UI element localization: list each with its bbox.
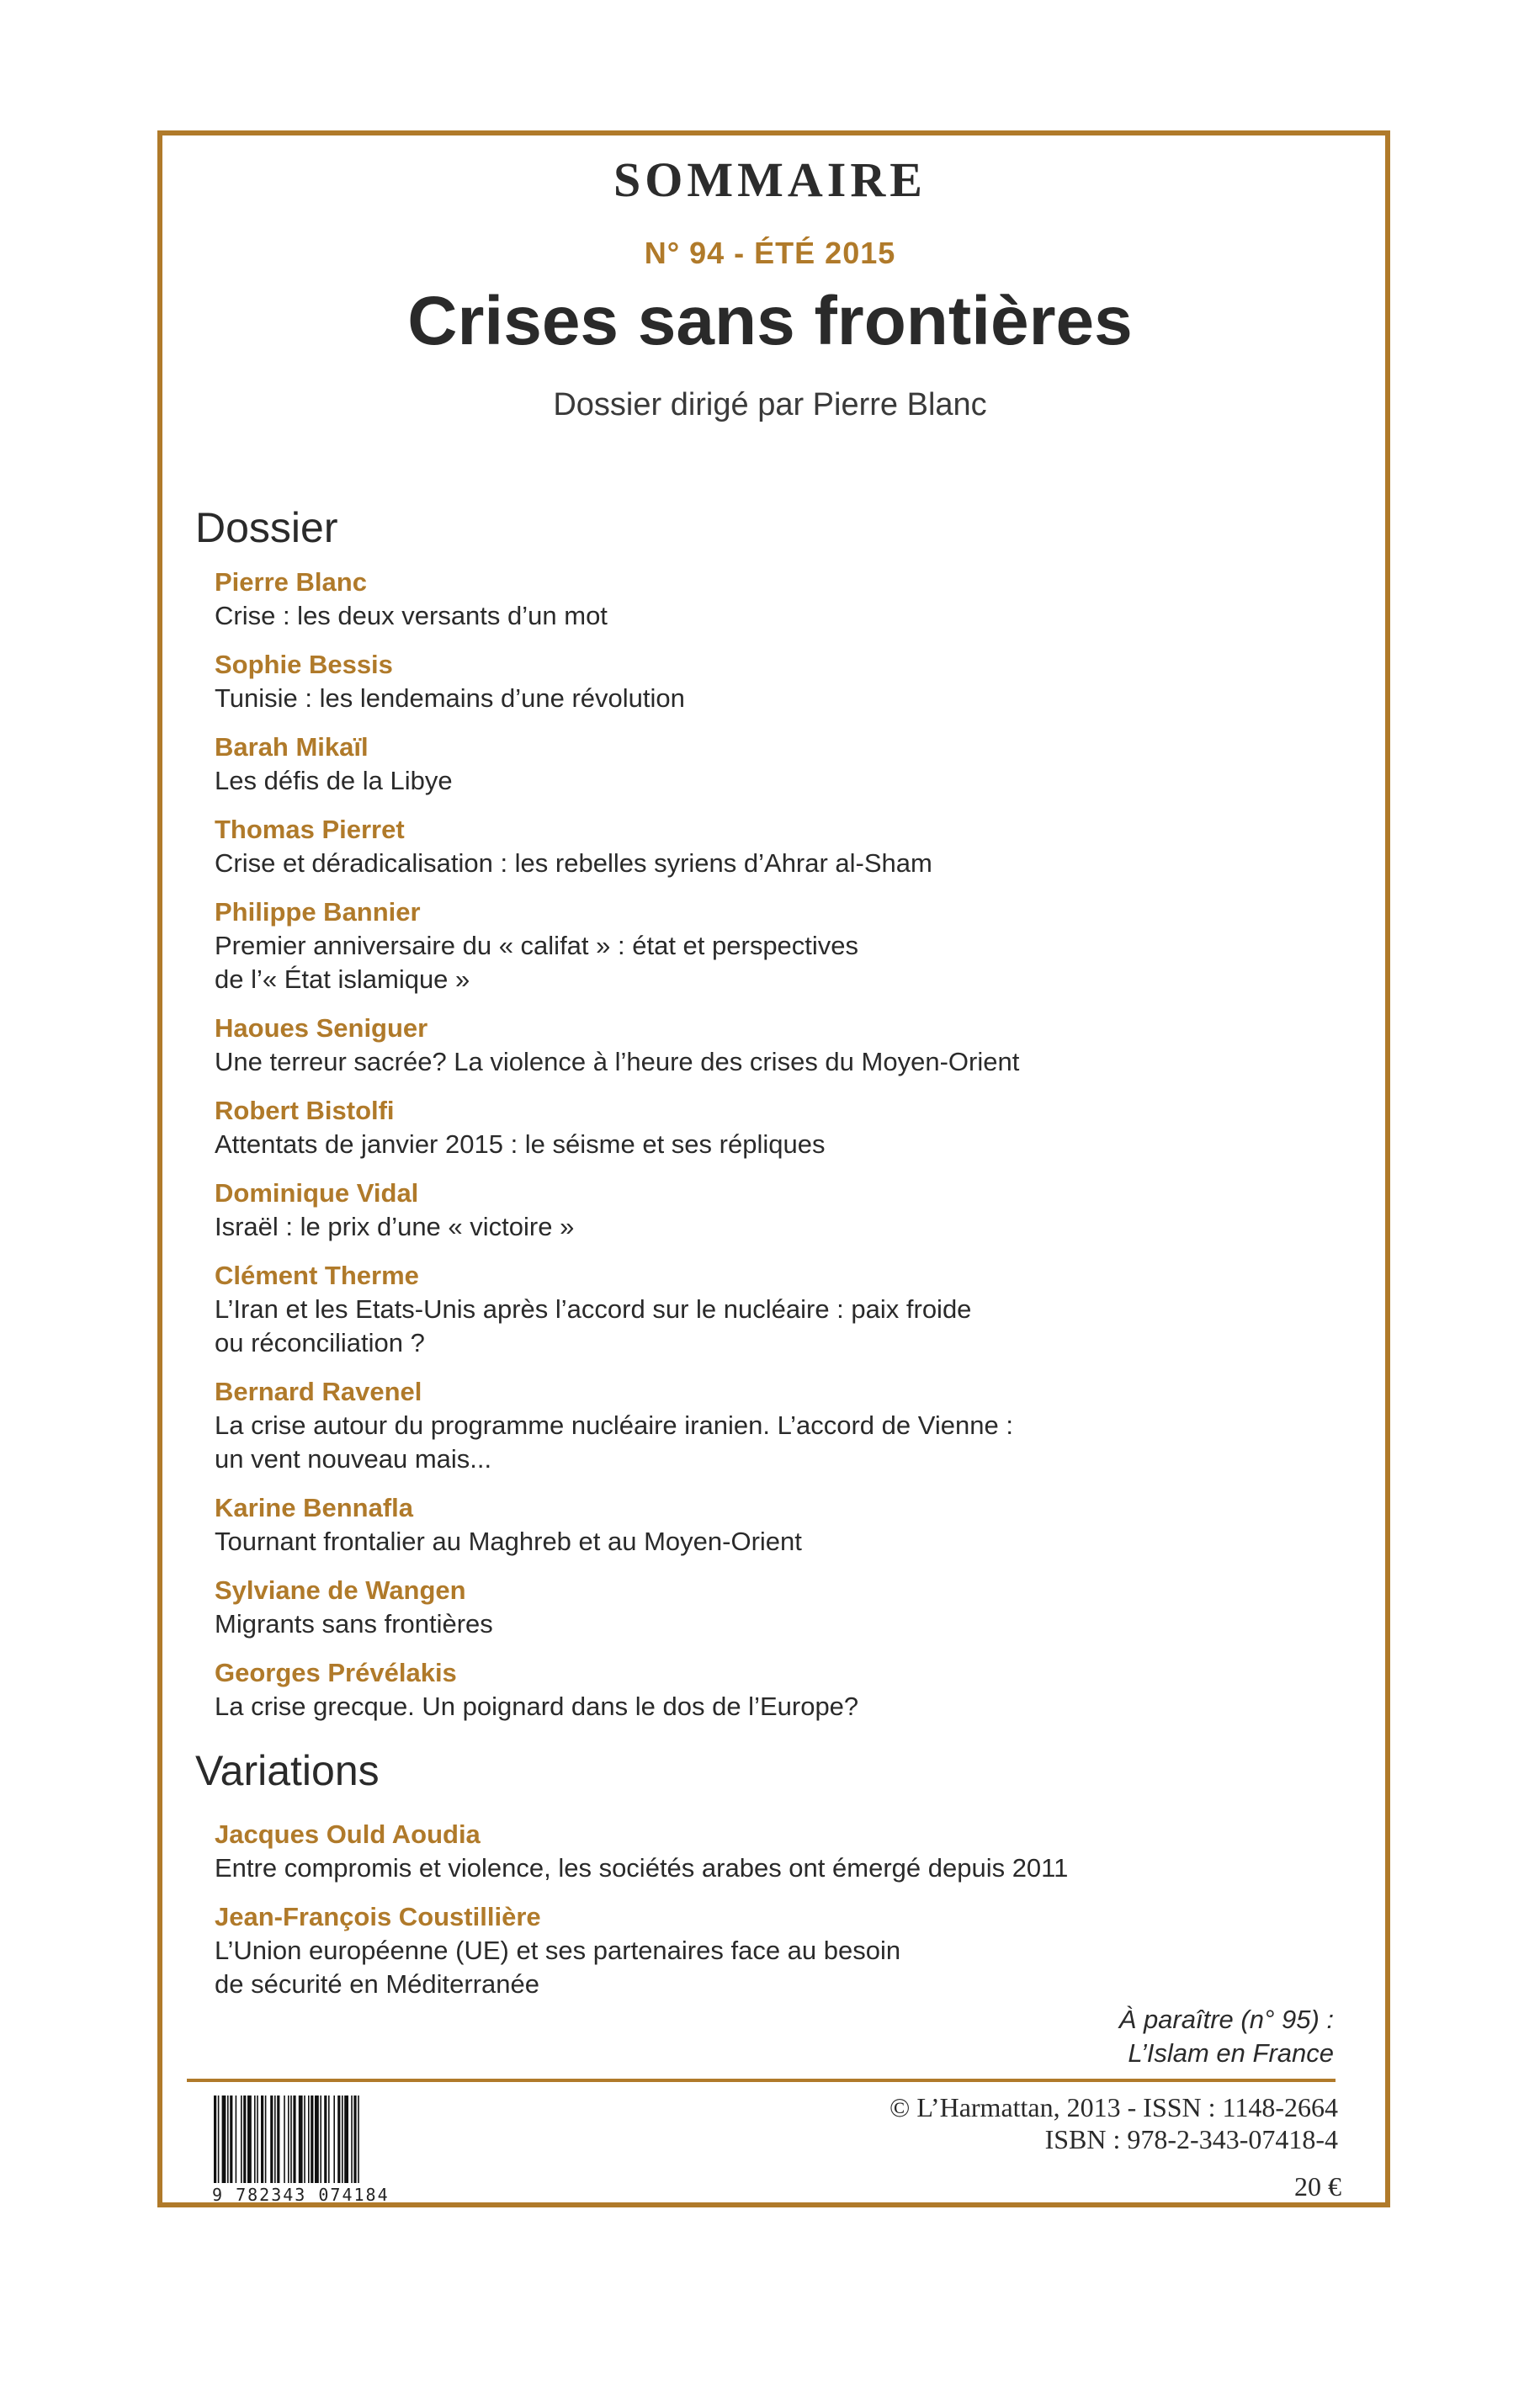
price: 20 € <box>1294 2171 1341 2202</box>
toc-article-title: Entre compromis et violence, les sociétés arabes ont émergé depuis 2011 <box>215 1853 1069 1883</box>
toc-author: Jean-François Coustillière <box>215 1902 541 1931</box>
toc-entry <box>215 730 1359 798</box>
toc-entry <box>215 1818 1359 1885</box>
toc-author: Pierre Blanc <box>215 567 367 597</box>
toc-article-title: Migrants sans frontières <box>215 1609 493 1639</box>
toc-author: Karine Bennafla <box>215 1493 414 1522</box>
barcode-bar <box>222 2096 226 2183</box>
toc-author: Dominique Vidal <box>215 1178 419 1208</box>
barcode-bar <box>227 2096 229 2183</box>
toc-author: Barah Mikaïl <box>215 732 369 762</box>
toc-entry <box>215 648 1359 715</box>
barcode-bar <box>288 2096 289 2183</box>
toc-entry <box>215 895 1359 996</box>
barcode-bar <box>243 2096 246 2183</box>
barcode-bar <box>261 2096 263 2183</box>
toc-article-title: Premier anniversaire du « califat » : état et perspectives <box>215 931 859 960</box>
barcode-bar <box>277 2096 279 2183</box>
barcode-bar <box>265 2096 267 2183</box>
toc-article-title: Crise et déradicalisation : les rebelles syriens d’Ahrar al-Sham <box>215 848 932 878</box>
toc-entry <box>215 813 1359 880</box>
toc-article-title: Crise : les deux versants d’un mot <box>215 601 608 630</box>
sommaire-heading: SOMMAIRE <box>613 152 927 207</box>
barcode-bar <box>342 2096 343 2183</box>
toc-article-title: L’Iran et les Etats-Unis après l’accord sur le nucléaire : paix froide <box>215 1294 972 1324</box>
barcode-bar <box>218 2096 220 2183</box>
barcode-bar <box>351 2096 353 2183</box>
toc-author: Georges Prévélakis <box>215 1658 457 1687</box>
barcode-bar <box>270 2096 273 2183</box>
copyright-issn: © L’Harmattan, 2013 - ISSN : 1148-2664 <box>889 2092 1338 2122</box>
toc-article-title: Tunisie : les lendemains d’une révolution <box>215 683 685 713</box>
barcode-number: 9 782343 074184 <box>212 2185 390 2205</box>
toc-author: Robert Bistolfi <box>215 1096 395 1125</box>
toc-article-title: de sécurité en Méditerranée <box>215 1969 540 1999</box>
barcode-bar <box>337 2096 340 2183</box>
barcode-bar <box>315 2096 319 2183</box>
barcode-bar <box>311 2096 313 2183</box>
barcode-bar <box>358 2096 359 2183</box>
barcode-bar <box>333 2096 335 2183</box>
barcode-icon <box>212 2096 429 2183</box>
toc-author: Bernard Ravenel <box>215 1377 422 1406</box>
page-title: Crises sans frontières <box>407 283 1133 359</box>
dossier-director: Dossier dirigé par Pierre Blanc <box>553 387 987 422</box>
toc-article-title: Attentats de janvier 2015 : le séisme et ses répliques <box>215 1129 826 1159</box>
toc-article-title: Tournant frontalier au Maghreb et au Moyen-Orient <box>215 1527 802 1556</box>
barcode-bar <box>241 2096 242 2183</box>
issue-number: N° 94 - ÉTÉ 2015 <box>644 236 896 270</box>
toc-entry <box>215 1094 1359 1161</box>
barcode-bar <box>230 2096 232 2183</box>
barcode-bar <box>284 2096 285 2183</box>
barcode-bar <box>308 2096 310 2183</box>
barcode-bar <box>353 2096 356 2183</box>
toc-author: Clément Therme <box>215 1261 419 1290</box>
barcode-bar <box>247 2096 252 2183</box>
toc-article-title: L’Union européenne (UE) et ses partenaires face au besoin <box>215 1936 901 1965</box>
barcode-bar <box>293 2096 295 2183</box>
publication-info <box>889 2091 1338 2155</box>
toc-article-title: un vent nouveau mais... <box>215 1444 492 1474</box>
toc-author: Haoues Seniguer <box>215 1013 428 1043</box>
toc-entry <box>215 1375 1359 1476</box>
toc-entry <box>215 1900 1359 2001</box>
footer-divider <box>187 2079 1336 2082</box>
toc-author: Jacques Ould Aoudia <box>215 1819 481 1849</box>
toc-article-title: Une terreur sacrée? La violence à l’heure des crises du Moyen-Orient <box>215 1047 1020 1076</box>
toc-article-title: La crise autour du programme nucléaire iranien. L’accord de Vienne : <box>215 1410 1013 1440</box>
toc-article-title: Israël : le prix d’une « victoire » <box>215 1212 575 1241</box>
toc-entry <box>215 1177 1359 1244</box>
toc-entry <box>215 1656 1359 1724</box>
barcode-bar <box>328 2096 330 2183</box>
barcode-bar <box>257 2096 258 2183</box>
barcode-bar <box>344 2096 348 2183</box>
forthcoming-issue <box>1119 2003 1334 2070</box>
barcode-bar <box>214 2096 216 2183</box>
toc-author: Sylviane de Wangen <box>215 1575 466 1605</box>
forthcoming-label: À paraître (n° 95) : <box>1118 2005 1334 2034</box>
barcode-bar <box>274 2096 276 2183</box>
barcode-bar <box>236 2096 237 2183</box>
section-heading-variations: Variations <box>195 1747 380 1794</box>
barcode-bar <box>254 2096 256 2183</box>
toc-author: Thomas Pierret <box>215 815 405 844</box>
toc-article-title: ou réconciliation ? <box>215 1328 425 1357</box>
toc-article-title: La crise grecque. Un poignard dans le dos de l’Europe? <box>215 1692 859 1721</box>
toc-entry <box>215 1491 1359 1559</box>
barcode-bar <box>320 2096 321 2183</box>
barcode-bar <box>299 2096 303 2183</box>
toc-article-title: de l’« État islamique » <box>215 964 470 994</box>
toc-author: Sophie Bessis <box>215 650 393 679</box>
barcode-bar <box>324 2096 327 2183</box>
toc-author: Philippe Bannier <box>215 897 421 927</box>
toc-entry <box>215 1259 1359 1360</box>
toc-article-title: Les défis de la Libye <box>215 766 453 795</box>
isbn: ISBN : 978-2-343-07418-4 <box>1044 2124 1338 2154</box>
cover-frame <box>157 130 1390 2207</box>
barcode-bar <box>290 2096 292 2183</box>
toc-entry <box>215 566 1359 633</box>
toc-entry <box>215 1012 1359 1079</box>
barcode-bar <box>304 2096 305 2183</box>
section-heading-dossier: Dossier <box>195 504 338 551</box>
toc-entry <box>215 1574 1359 1641</box>
forthcoming-title: L’Islam en France <box>1128 2038 1334 2068</box>
